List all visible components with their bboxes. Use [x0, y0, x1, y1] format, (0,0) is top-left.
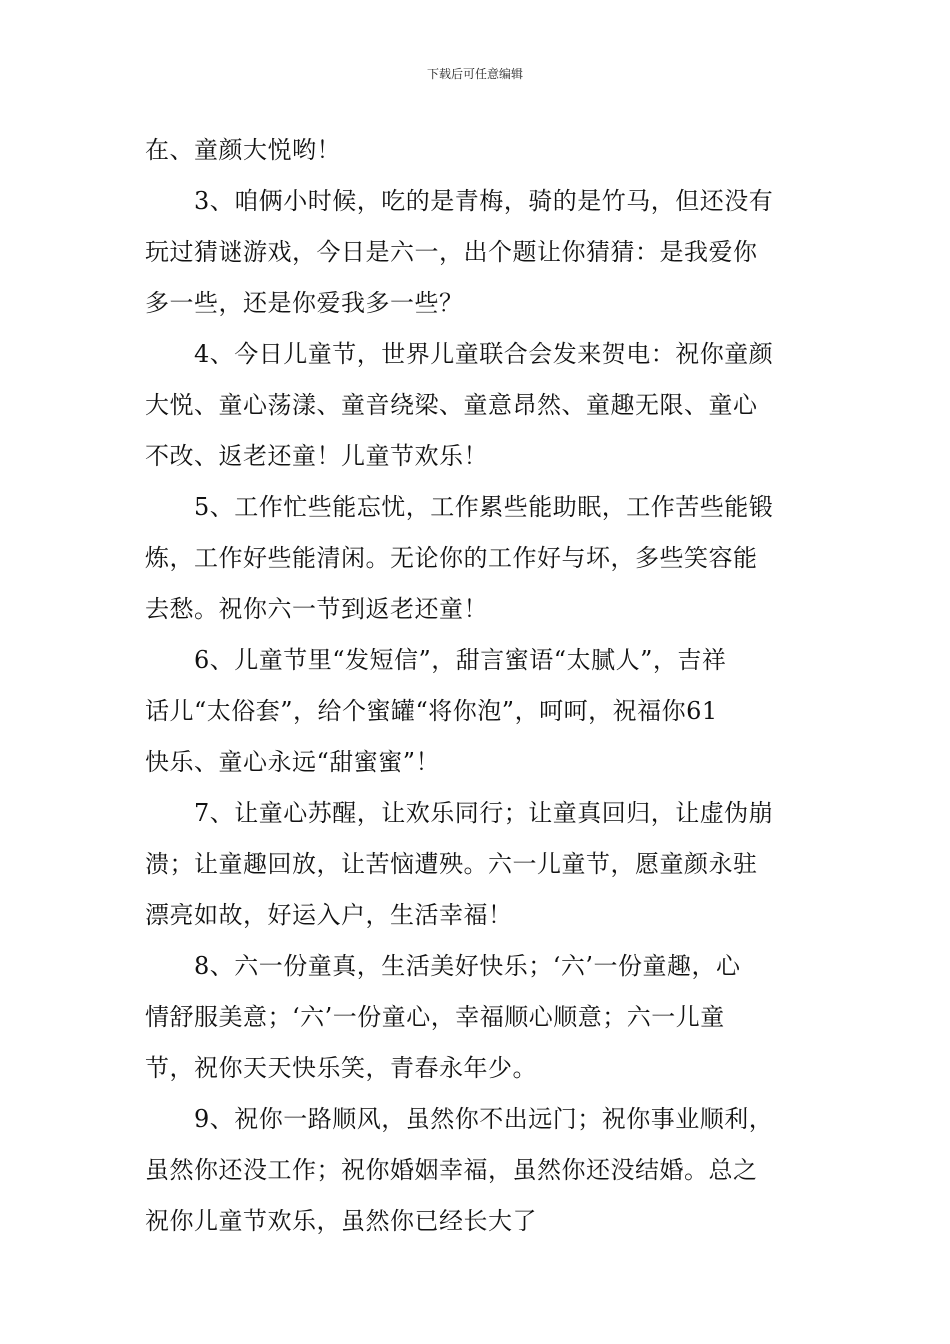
paragraph-3-start: 3、咱俩小时候，吃的是青梅，骑的是竹马，但还没有 — [194, 187, 774, 215]
text-line: 在、童颜大悦哟！ — [145, 136, 341, 164]
text-line: 虽然你还没工作；祝你婚姻幸福，虽然你还没结婚。总之 — [145, 1156, 758, 1184]
text-line: 不改、返老还童！儿童节欢乐！ — [145, 442, 488, 470]
text-line: 快乐、童心永远“甜蜜蜜”！ — [145, 748, 441, 776]
text-line: 情舒服美意；‘六’一份童心，幸福顺心顺意；六一儿童 — [145, 1003, 725, 1031]
paragraph-5-start: 5、工作忙些能忘忧，工作累些能助眠，工作苦些能锻 — [194, 493, 774, 521]
text-line: 话儿“太俗套”，给个蜜罐“将你泡”，呵呵，祝福你61 — [145, 697, 718, 725]
text-line: 玩过猜谜游戏，今日是六一，出个题让你猜猜：是我爱你 — [145, 238, 758, 266]
document-body — [145, 125, 807, 1247]
text-line: 多一些，还是你爱我多一些？ — [145, 289, 464, 317]
text-line: 漂亮如故，好运入户，生活幸福！ — [145, 901, 513, 929]
paragraph-4-start: 4、今日儿童节，世界儿童联合会发来贺电：祝你童颜 — [194, 340, 774, 368]
text-line: 去愁。祝你六一节到返老还童！ — [145, 595, 488, 623]
text-line: 大悦、童心荡漾、童音绕梁、童意昂然、童趣无限、童心 — [145, 391, 758, 419]
paragraph-9-start: 9、祝你一路顺风，虽然你不出远门；祝你事业顺利， — [194, 1105, 774, 1133]
text-line: 炼，工作好些能清闲。无论你的工作好与坏，多些笑容能 — [145, 544, 758, 572]
page-header: 下载后可任意编辑 — [426, 67, 523, 81]
paragraph-6-start: 6、儿童节里“发短信”，甜言蜜语“太腻人”，吉祥 — [194, 646, 727, 674]
paragraph-8-start: 8、六一份童真，生活美好快乐；‘六’一份童趣，心 — [194, 952, 741, 980]
text-line: 节，祝你天天快乐笑，青春永年少。 — [145, 1054, 537, 1082]
text-line: 祝你儿童节欢乐，虽然你已经长大了 — [145, 1207, 537, 1235]
paragraph-7-start: 7、让童心苏醒，让欢乐同行；让童真回归，让虚伪崩 — [194, 799, 774, 827]
text-line: 溃；让童趣回放，让苦恼遭殃。六一儿童节，愿童颜永驻 — [145, 850, 758, 878]
